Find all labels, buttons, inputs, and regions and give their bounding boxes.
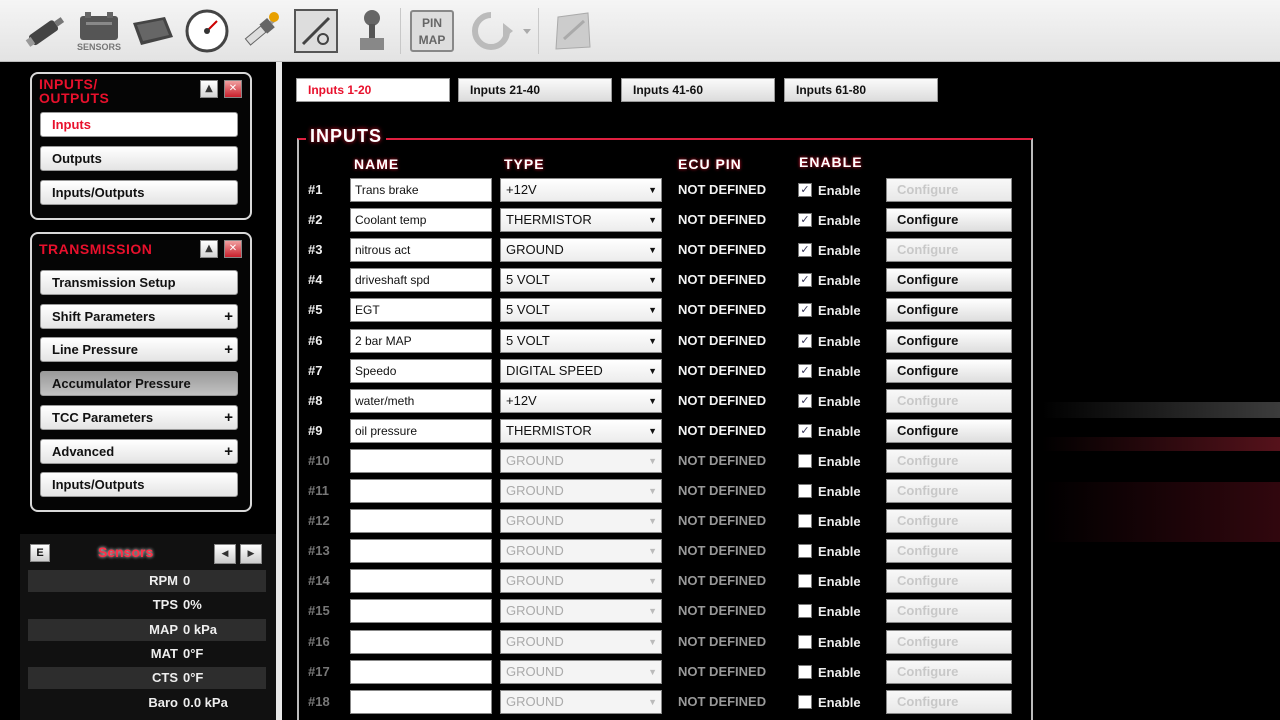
row-number: #9 (308, 422, 323, 438)
nav-label: Advanced (52, 444, 115, 459)
enable-checkbox[interactable] (798, 695, 812, 709)
nav-label: Shift Parameters (52, 309, 156, 324)
configure-button[interactable] (886, 238, 1012, 262)
ecu-pin-value: NOT DEFINED (678, 242, 767, 258)
ecu-pin-value: NOT DEFINED (678, 513, 767, 529)
sensor-value: 0 (183, 573, 191, 588)
name-input[interactable]: water/meth (350, 389, 492, 413)
configure-button[interactable] (886, 268, 1012, 292)
sensor-row (28, 619, 266, 641)
ecu-icon[interactable] (128, 6, 178, 56)
type-value: 5 VOLT (506, 302, 550, 318)
configure-button[interactable] (886, 569, 1012, 593)
enable-checkbox[interactable]: ✓ (798, 364, 812, 378)
input-row (282, 238, 1018, 264)
sensor-row (28, 594, 266, 616)
inputs-title: INPUTS (306, 126, 386, 147)
ecu-pin-value: NOT DEFINED (678, 362, 767, 378)
row-number: #18 (308, 693, 330, 709)
type-select[interactable] (500, 208, 662, 232)
io-panel-title: INPUTS/ OUTPUTS (39, 76, 110, 106)
shifter-icon[interactable] (348, 6, 396, 56)
collapse-icon[interactable]: ▲ (200, 240, 218, 258)
type-value: GROUND (506, 633, 564, 649)
dropdown-arrow-icon: ▼ (648, 606, 657, 617)
dropdown-arrow-icon: ▼ (648, 275, 657, 286)
tab-inputs-61-80[interactable] (784, 78, 938, 102)
enable-checkbox[interactable] (798, 665, 812, 679)
sensor-label: CTS (152, 670, 178, 685)
configure-label: Configure (897, 392, 959, 408)
configure-button[interactable] (886, 298, 1012, 322)
type-select[interactable] (500, 449, 662, 473)
expand-icon: + (224, 443, 233, 460)
header-enable: ENABLE (799, 154, 863, 170)
input-row (282, 449, 1018, 475)
configure-label: Configure (897, 422, 959, 438)
ecu-pin-value: NOT DEFINED (678, 212, 767, 228)
nav-tcc-parameters[interactable] (40, 405, 238, 430)
configure-label: Configure (897, 483, 959, 498)
input-row (282, 359, 1018, 385)
background-streak (1042, 402, 1280, 418)
injector-icon[interactable] (22, 6, 70, 56)
configure-button[interactable] (886, 509, 1012, 533)
enable-checkbox[interactable]: ✓ (798, 334, 812, 348)
sensor-label: Baro (148, 695, 178, 710)
input-row (282, 208, 1018, 234)
enable-checkbox[interactable] (798, 574, 812, 588)
dropdown-arrow-icon: ▼ (648, 305, 657, 316)
enable-checkbox[interactable]: ✓ (798, 183, 812, 197)
configure-button[interactable] (886, 630, 1012, 654)
type-select[interactable] (500, 660, 662, 684)
type-select[interactable] (500, 268, 662, 292)
configure-label: Configure (897, 332, 959, 348)
dropdown-arrow-icon: ▼ (648, 365, 657, 376)
ecu-pin-value: NOT DEFINED (678, 452, 767, 468)
row-number: #5 (308, 302, 323, 318)
nav-line-pressure[interactable] (40, 337, 238, 362)
expand-icon: + (224, 341, 233, 358)
configure-button[interactable] (886, 599, 1012, 623)
enable-label: Enable (818, 183, 861, 198)
configure-label: Configure (897, 182, 959, 197)
type-value: +12V (506, 182, 537, 197)
configure-button[interactable] (886, 329, 1012, 353)
enable-checkbox[interactable]: ✓ (798, 273, 812, 287)
type-select[interactable] (500, 298, 662, 322)
row-number: #15 (308, 603, 330, 619)
pin-map-label: PIN MAP (410, 10, 454, 52)
type-value: GROUND (506, 483, 564, 498)
type-value: GROUND (506, 242, 564, 258)
configure-label: Configure (897, 543, 959, 559)
type-value: GROUND (506, 513, 564, 529)
configure-button[interactable] (886, 389, 1012, 413)
enable-label: Enable (818, 574, 861, 590)
pin-map-icon[interactable] (408, 6, 456, 56)
nav-label: Inputs (52, 117, 91, 132)
ecu-pin-value: NOT DEFINED (678, 332, 767, 348)
type-select[interactable] (500, 419, 662, 443)
name-input[interactable] (350, 479, 492, 503)
row-number: #12 (308, 513, 330, 529)
main-area (282, 62, 1280, 720)
dropdown-arrow-icon: ▼ (648, 636, 657, 647)
sensor-value: 0°F (183, 670, 204, 685)
enable-label: Enable (818, 393, 861, 409)
row-number: #2 (308, 212, 323, 228)
nav-label: TCC Parameters (52, 410, 154, 425)
enable-label: Enable (818, 514, 861, 530)
input-row (282, 599, 1018, 625)
prev-arrow-icon[interactable]: ◀ (214, 544, 236, 564)
enable-checkbox[interactable]: ✓ (798, 394, 812, 408)
configure-label: Configure (897, 302, 959, 318)
configure-label: Configure (897, 693, 959, 709)
tab-inputs-21-40[interactable] (458, 78, 612, 102)
sensor-value: 0.0 kPa (183, 695, 228, 710)
ecu-pin-value: NOT DEFINED (678, 483, 767, 498)
enable-label: Enable (818, 303, 861, 319)
nav-trans-inputs-outputs[interactable] (40, 472, 238, 497)
toolbar (0, 0, 1280, 62)
row-number: #6 (308, 332, 323, 348)
row-number: #11 (308, 483, 329, 498)
input-row (282, 539, 1018, 565)
type-select[interactable] (500, 509, 662, 533)
sensor-value: 0 kPa (183, 622, 217, 637)
enable-label: Enable (818, 243, 861, 259)
ecu-pin-value: NOT DEFINED (678, 543, 767, 559)
input-row (282, 660, 1018, 686)
enable-checkbox[interactable] (798, 544, 812, 558)
sensor-row (28, 667, 266, 689)
ecu-pin-value: NOT DEFINED (678, 663, 767, 679)
header-name: NAME (354, 156, 400, 172)
configure-label: Configure (897, 272, 959, 288)
dropdown-arrow-icon: ▼ (648, 696, 657, 707)
nav-label: Inputs/Outputs (52, 185, 145, 200)
configure-label: Configure (897, 242, 959, 258)
row-number: #4 (308, 272, 323, 288)
type-select[interactable] (500, 630, 662, 654)
type-value: THERMISTOR (506, 422, 592, 438)
row-number: #7 (308, 362, 323, 378)
configure-label: Configure (897, 573, 959, 589)
type-select[interactable] (500, 479, 662, 503)
name-input[interactable] (350, 449, 492, 473)
dropdown-arrow-icon: ▼ (648, 245, 657, 256)
row-number: #17 (308, 663, 330, 679)
name-input[interactable]: Coolant temp (350, 208, 492, 232)
spark-plug-icon[interactable] (236, 6, 286, 56)
type-value: GROUND (506, 693, 564, 709)
ecu-pin-value: NOT DEFINED (678, 633, 767, 649)
left-margin (0, 62, 20, 720)
sensor-row (28, 570, 266, 592)
enable-checkbox[interactable]: ✓ (798, 213, 812, 227)
collapse-icon[interactable]: ▲ (200, 80, 218, 98)
type-select[interactable] (500, 329, 662, 353)
enable-label: Enable (818, 604, 861, 620)
type-value: THERMISTOR (506, 212, 592, 228)
toolbar-separator (538, 8, 539, 54)
ecu-pin-value: NOT DEFINED (678, 603, 767, 619)
enable-label: Enable (818, 273, 861, 289)
enable-label: Enable (818, 333, 861, 349)
ecu-pin-value: NOT DEFINED (678, 182, 767, 197)
refresh-icon[interactable] (466, 6, 534, 56)
type-value: DIGITAL SPEED (506, 362, 603, 378)
configure-label: Configure (897, 603, 959, 619)
dropdown-arrow-icon: ▼ (648, 576, 657, 587)
expand-icon: + (224, 409, 233, 426)
nav-inputs-outputs[interactable] (40, 180, 238, 205)
nav-label: Outputs (52, 151, 102, 166)
e-button[interactable]: E (30, 544, 50, 562)
sensor-label: MAT (150, 646, 178, 661)
type-select[interactable] (500, 359, 662, 383)
type-value: 5 VOLT (506, 272, 550, 288)
transmission-panel (30, 232, 252, 512)
input-row (282, 268, 1018, 294)
close-icon[interactable]: ✕ (224, 80, 242, 98)
ecu-pin-value: NOT DEFINED (678, 422, 767, 438)
name-input[interactable] (350, 539, 492, 563)
type-value: +12V (506, 392, 537, 408)
enable-label: Enable (818, 363, 861, 379)
configure-label: Configure (897, 513, 959, 529)
sensor-row (28, 643, 266, 665)
io-panel (30, 72, 252, 220)
configure-label: Configure (897, 212, 959, 228)
enable-checkbox[interactable]: ✓ (798, 424, 812, 438)
nav-accumulator-pressure[interactable] (40, 371, 238, 396)
type-value: GROUND (506, 573, 564, 589)
type-select[interactable] (500, 389, 662, 413)
type-value: GROUND (506, 663, 564, 679)
type-value: GROUND (506, 603, 564, 619)
nav-advanced[interactable] (40, 439, 238, 464)
header-ecu-pin: ECU PIN (678, 156, 742, 172)
dropdown-arrow-icon: ▼ (648, 516, 657, 527)
name-input[interactable]: driveshaft spd (350, 268, 492, 292)
tab-inputs-1-20[interactable] (296, 78, 450, 102)
configure-label: Configure (897, 663, 959, 679)
sensors-label: SENSORS (76, 42, 121, 52)
type-select[interactable] (500, 539, 662, 563)
ecu-pin-value: NOT DEFINED (678, 573, 767, 589)
enable-checkbox[interactable] (798, 484, 812, 498)
input-row (282, 479, 1018, 505)
nav-inputs[interactable] (40, 112, 238, 137)
name-input[interactable] (350, 509, 492, 533)
dropdown-arrow-icon: ▼ (648, 666, 657, 677)
configure-button[interactable] (886, 419, 1012, 443)
name-input[interactable]: EGT (350, 298, 492, 322)
sensor-value: 0% (183, 597, 202, 612)
nav-label: Accumulator Pressure (52, 376, 191, 391)
tab-label: Inputs 21-40 (470, 83, 541, 97)
next-arrow-icon[interactable]: ▶ (240, 544, 262, 564)
configure-button[interactable] (886, 539, 1012, 563)
name-input[interactable] (350, 569, 492, 593)
input-row (282, 569, 1018, 595)
name-input[interactable]: oil pressure (350, 419, 492, 443)
input-row (282, 178, 1018, 204)
input-row (282, 419, 1018, 445)
configure-label: Configure (897, 452, 959, 468)
enable-label: Enable (818, 213, 861, 229)
configure-button[interactable] (886, 359, 1012, 383)
tab-inputs-41-60[interactable] (621, 78, 775, 102)
name-input[interactable]: 2 bar MAP (350, 329, 492, 353)
sensors-panel (20, 534, 276, 720)
input-row (282, 509, 1018, 535)
row-number: #10 (308, 452, 330, 468)
notes-icon[interactable] (548, 6, 598, 56)
enable-label: Enable (818, 544, 861, 560)
sensor-row (28, 692, 266, 714)
name-input[interactable]: Speedo (350, 359, 492, 383)
row-number: #1 (308, 182, 323, 197)
ecu-pin-value: NOT DEFINED (678, 272, 767, 288)
dropdown-arrow-icon: ▼ (648, 215, 657, 226)
type-select[interactable] (500, 569, 662, 593)
type-select[interactable] (500, 690, 662, 714)
nav-label: Transmission Setup (52, 275, 176, 290)
name-input[interactable] (350, 690, 492, 714)
close-icon[interactable]: ✕ (224, 240, 242, 258)
row-number: #8 (308, 392, 323, 408)
enable-label: Enable (818, 694, 861, 710)
tab-label: Inputs 1-20 (308, 83, 372, 97)
name-input[interactable] (350, 599, 492, 623)
input-row (282, 298, 1018, 324)
sensors-title: Sensors (98, 544, 154, 560)
background-streak (1042, 482, 1280, 542)
dropdown-arrow-icon: ▼ (648, 395, 657, 406)
type-value: GROUND (506, 543, 564, 559)
tab-label: Inputs 61-80 (796, 83, 867, 97)
configure-button[interactable] (886, 690, 1012, 714)
tab-label: Inputs 41-60 (633, 83, 704, 97)
dropdown-arrow-icon: ▼ (648, 486, 657, 496)
toolbar-separator (400, 8, 401, 54)
enable-checkbox[interactable] (798, 635, 812, 649)
nav-outputs[interactable] (40, 146, 238, 171)
enable-checkbox[interactable]: ✓ (798, 303, 812, 317)
name-input[interactable]: Trans brake (350, 178, 492, 202)
ecu-pin-value: NOT DEFINED (678, 302, 767, 318)
sensors-header (20, 542, 276, 566)
type-select[interactable] (500, 178, 662, 202)
enable-checkbox[interactable] (798, 454, 812, 468)
sensor-value: 0°F (183, 646, 204, 661)
nav-label: Line Pressure (52, 342, 138, 357)
input-row (282, 630, 1018, 656)
dropdown-arrow-icon: ▼ (648, 185, 657, 195)
configure-button[interactable] (886, 449, 1012, 473)
configure-button[interactable] (886, 178, 1012, 202)
type-value: 5 VOLT (506, 332, 550, 348)
configure-button[interactable] (886, 479, 1012, 503)
enable-label: Enable (818, 484, 861, 499)
percent-icon[interactable] (292, 6, 340, 56)
nav-shift-parameters[interactable] (40, 304, 238, 329)
name-input[interactable] (350, 660, 492, 684)
enable-label: Enable (818, 423, 861, 439)
dropdown-arrow-icon: ▼ (648, 335, 657, 346)
input-row (282, 329, 1018, 355)
type-select[interactable] (500, 599, 662, 623)
nav-label: Inputs/Outputs (52, 477, 145, 492)
configure-label: Configure (897, 633, 959, 649)
configure-button[interactable] (886, 660, 1012, 684)
type-value: GROUND (506, 452, 564, 468)
nav-transmission-setup[interactable] (40, 270, 238, 295)
input-row (282, 690, 1018, 716)
dropdown-arrow-icon: ▼ (648, 425, 657, 436)
gauge-icon[interactable] (182, 6, 232, 56)
enable-label: Enable (818, 664, 861, 680)
row-number: #14 (308, 573, 330, 589)
ecu-pin-value: NOT DEFINED (678, 392, 767, 408)
sensor-label: MAP (149, 622, 178, 637)
enable-checkbox[interactable]: ✓ (798, 243, 812, 257)
name-input[interactable]: nitrous act (350, 238, 492, 262)
sensor-label: TPS (152, 597, 178, 612)
name-input[interactable] (350, 630, 492, 654)
enable-checkbox[interactable] (798, 514, 812, 528)
header-type: TYPE (504, 156, 545, 172)
sensor-label: RPM (149, 573, 178, 588)
enable-label: Enable (818, 453, 861, 469)
configure-button[interactable] (886, 208, 1012, 232)
sidebar (20, 62, 276, 720)
input-row (282, 389, 1018, 415)
row-number: #13 (308, 543, 330, 559)
dropdown-arrow-icon: ▼ (648, 546, 657, 557)
transmission-panel-title: TRANSMISSION (39, 241, 153, 257)
expand-icon: + (224, 308, 233, 325)
sensors-icon[interactable] (74, 6, 124, 56)
type-select[interactable] (500, 238, 662, 262)
row-number: #3 (308, 242, 323, 258)
enable-label: Enable (818, 634, 861, 650)
row-number: #16 (308, 633, 330, 649)
background-streak (1042, 437, 1280, 451)
configure-label: Configure (897, 362, 959, 378)
dropdown-arrow-icon: ▼ (648, 455, 657, 466)
ecu-pin-value: NOT DEFINED (678, 693, 767, 709)
enable-checkbox[interactable] (798, 604, 812, 618)
